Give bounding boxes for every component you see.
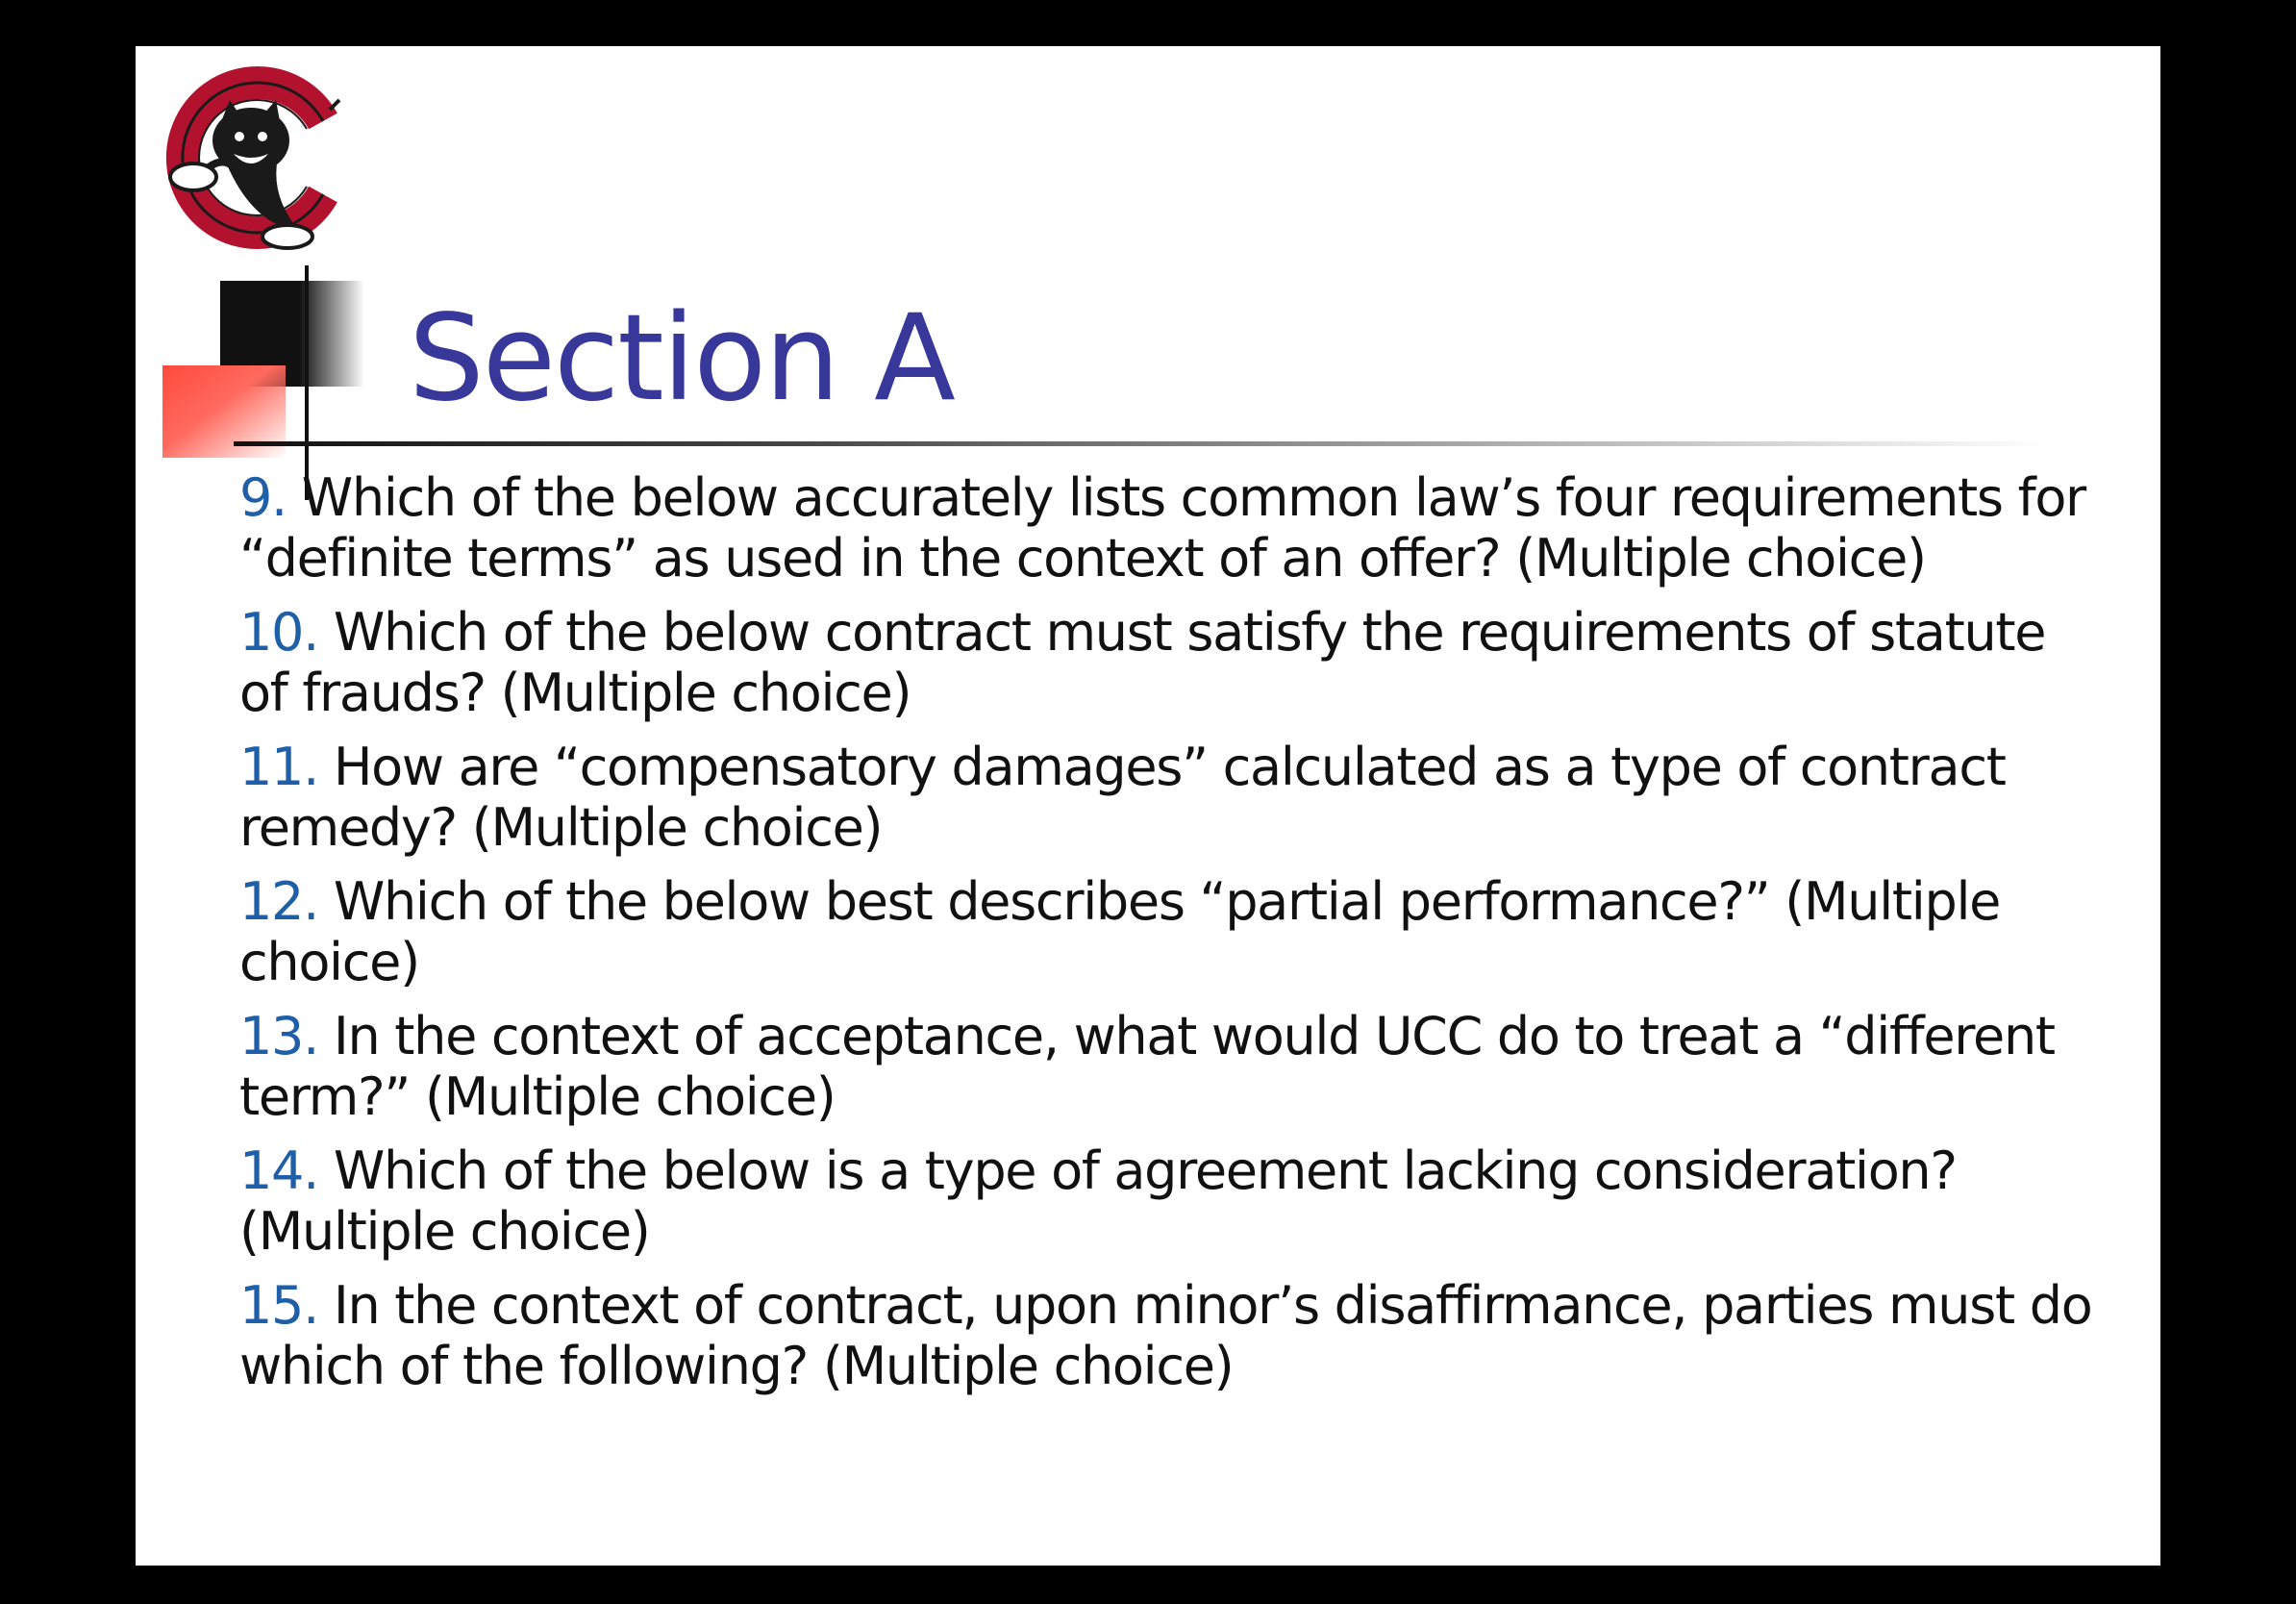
question-text: In the context of contract, upon minor’s disaffirmance, parties must do which of the following? (Multiple choice) (239, 1275, 2092, 1396)
title-underline-rule (234, 441, 2051, 446)
question-item-12 (239, 871, 2095, 992)
question-text: Which of the below best describes “partial performance?” (Multiple choice) (239, 871, 2001, 992)
question-number: 11. (239, 737, 318, 797)
question-list (239, 467, 2095, 1410)
question-item-15 (239, 1275, 2095, 1396)
slide-title: Section A (409, 289, 954, 428)
question-item-14 (239, 1140, 2095, 1262)
title-ornament-vertical-line (305, 265, 309, 500)
question-text: Which of the below accurately lists common law’s four requirements for “definite terms” as used in the context of an offer? (Multiple choice) (239, 467, 2085, 589)
question-number: 13. (239, 1006, 318, 1066)
question-item-13 (239, 1006, 2095, 1127)
question-item-11 (239, 737, 2095, 858)
question-text: Which of the below is a type of agreement lacking consideration? (Multiple choice) (239, 1140, 1957, 1262)
question-number: 9. (239, 467, 287, 528)
question-number: 12. (239, 871, 318, 932)
question-text: In the context of acceptance, what would UCC do to treat a “different term?” (Multiple choice) (239, 1006, 2055, 1127)
question-text: How are “compensatory damages” calculated as a type of contract remedy? (Multiple choice) (239, 737, 2006, 858)
question-text: Which of the below contract must satisfy the requirements of statute of frauds? (Multiple choice) (239, 602, 2046, 723)
question-number: 10. (239, 602, 318, 663)
slide (136, 46, 2160, 1566)
panther-c-logo-icon (155, 62, 347, 254)
question-item-9 (239, 467, 2095, 589)
question-number: 15. (239, 1275, 318, 1336)
question-number: 14. (239, 1140, 318, 1201)
question-item-10 (239, 602, 2095, 723)
